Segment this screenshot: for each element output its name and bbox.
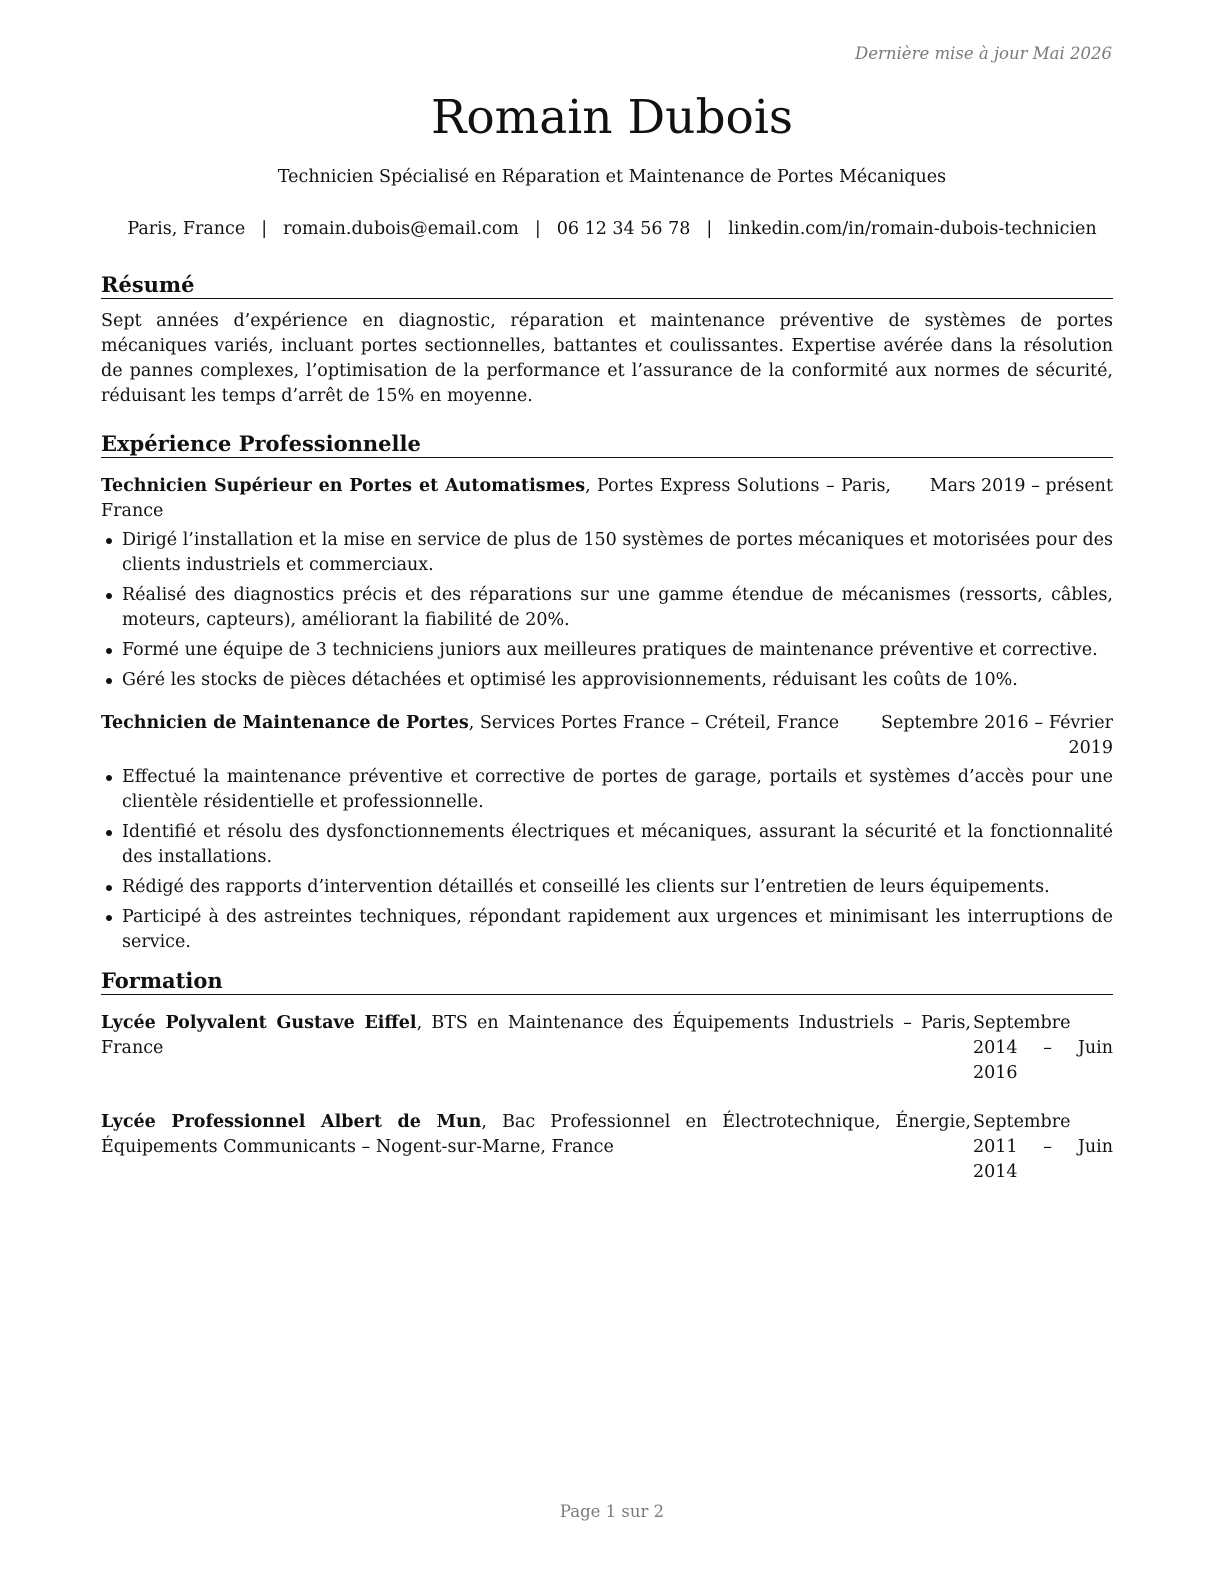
experience-entry (101, 711, 1113, 955)
contact-separator: | (534, 219, 541, 239)
education-entry (101, 1110, 1113, 1185)
candidate-headline: Technicien Spécialisé en Réparation et Maintenance de Portes Mécaniques (277, 167, 947, 187)
experience-bullet: Effectué la maintenance préventive et corrective de portes de garage, portails et systèmes d’accès pour une clientèle résidentielle et professionnelle. (101, 765, 1113, 815)
education-detail: , Bac Professionnel en Électrotechnique, Énergie, Équipements Communicants – Nogent-sur-Marne, France (101, 1112, 971, 1157)
experience-bullet: Réalisé des diagnostics précis et des réparations sur une gamme étendue de mécanismes (ressorts, câbles, moteurs, capteurs), améliorant la fiabilité de 20%. (101, 583, 1113, 633)
education-school: Lycée Polyvalent Gustave Eiffel (101, 1013, 417, 1033)
experience-role: Technicien de Maintenance de Portes (101, 713, 469, 733)
experience-entry-header (101, 711, 1113, 761)
experience-bullet: Participé à des astreintes techniques, répondant rapidement aux urgences et minimisant les interruptions de service. (101, 905, 1113, 955)
education-entry (101, 1011, 1113, 1086)
page-number: Page 1 sur 2 (559, 1502, 665, 1521)
section-title-experience: Expérience Professionnelle (101, 432, 1113, 458)
section-title-education: Formation (101, 969, 1113, 995)
experience-bullet: Dirigé l’installation et la mise en service de plus de 150 systèmes de portes mécaniques et motorisées pour des clients industriels et commerciaux. (101, 528, 1113, 578)
experience-bullet: Identifié et résolu des dysfonctionnements électriques et mécaniques, assurant la sécurité et la fonctionnalité des installations. (101, 820, 1113, 870)
education-dates: Septembre 2014 – Juin 2016 (973, 1013, 1113, 1083)
experience-section (101, 432, 1113, 960)
experience-bullets (101, 528, 1113, 693)
contact-location: Paris, France (127, 219, 246, 239)
experience-entry-header (101, 474, 1113, 524)
contact-phone[interactable]: 06 12 34 56 78 (556, 219, 691, 239)
experience-bullet: Rédigé des rapports d’intervention détaillés et conseillé les clients sur l’entretien de leurs équipements. (101, 875, 1113, 900)
education-section (101, 969, 1113, 1185)
summary-section (101, 273, 1113, 409)
education-dates: Septembre 2011 – Juin 2014 (973, 1112, 1113, 1182)
experience-dates: Septembre 2016 – Février 2019 (880, 713, 1113, 758)
experience-bullets (101, 765, 1113, 955)
summary-text: Sept années d’expérience en diagnostic, réparation et maintenance préventive de systèmes de portes mécaniques variés, incluant portes sectionnelles, battantes et coulissantes. Expertise avérée dans la résolution de pannes complexes, l’optimisation de la performance et l’assurance de la conformité aux normes de sécurité, réduisant les temps d’arrêt de 15% en moyenne. (101, 311, 1113, 406)
contact-line (0, 219, 1224, 239)
section-title-summary: Résumé (101, 273, 1113, 299)
experience-entry (101, 474, 1113, 693)
experience-role: Technicien Supérieur en Portes et Automatismes (101, 476, 586, 496)
experience-bullet: Géré les stocks de pièces détachées et optimisé les approvisionnements, réduisant les coûts de 10%. (101, 668, 1113, 693)
education-school: Lycée Professionnel Albert de Mun (101, 1112, 482, 1132)
education-detail: , BTS en Maintenance des Équipements Industriels – Paris, France (101, 1013, 971, 1058)
contact-separator: | (706, 219, 713, 239)
contact-separator: | (261, 219, 268, 239)
last-updated: Dernière mise à jour Mai 2026 (855, 44, 1112, 63)
experience-org: , Services Portes France – Créteil, France (468, 713, 840, 733)
experience-bullet: Formé une équipe de 3 techniciens juniors aux meilleures pratiques de maintenance préventive et corrective. (101, 638, 1113, 663)
experience-org: , Portes Express Solutions – Paris, France (101, 476, 891, 521)
contact-linkedin[interactable]: linkedin.com/in/romain-dubois-technicien (728, 219, 1097, 239)
candidate-name: Romain Dubois (430, 90, 793, 145)
contact-email[interactable]: romain.dubois@email.com (283, 219, 519, 239)
experience-dates: Mars 2019 – présent (929, 476, 1113, 496)
